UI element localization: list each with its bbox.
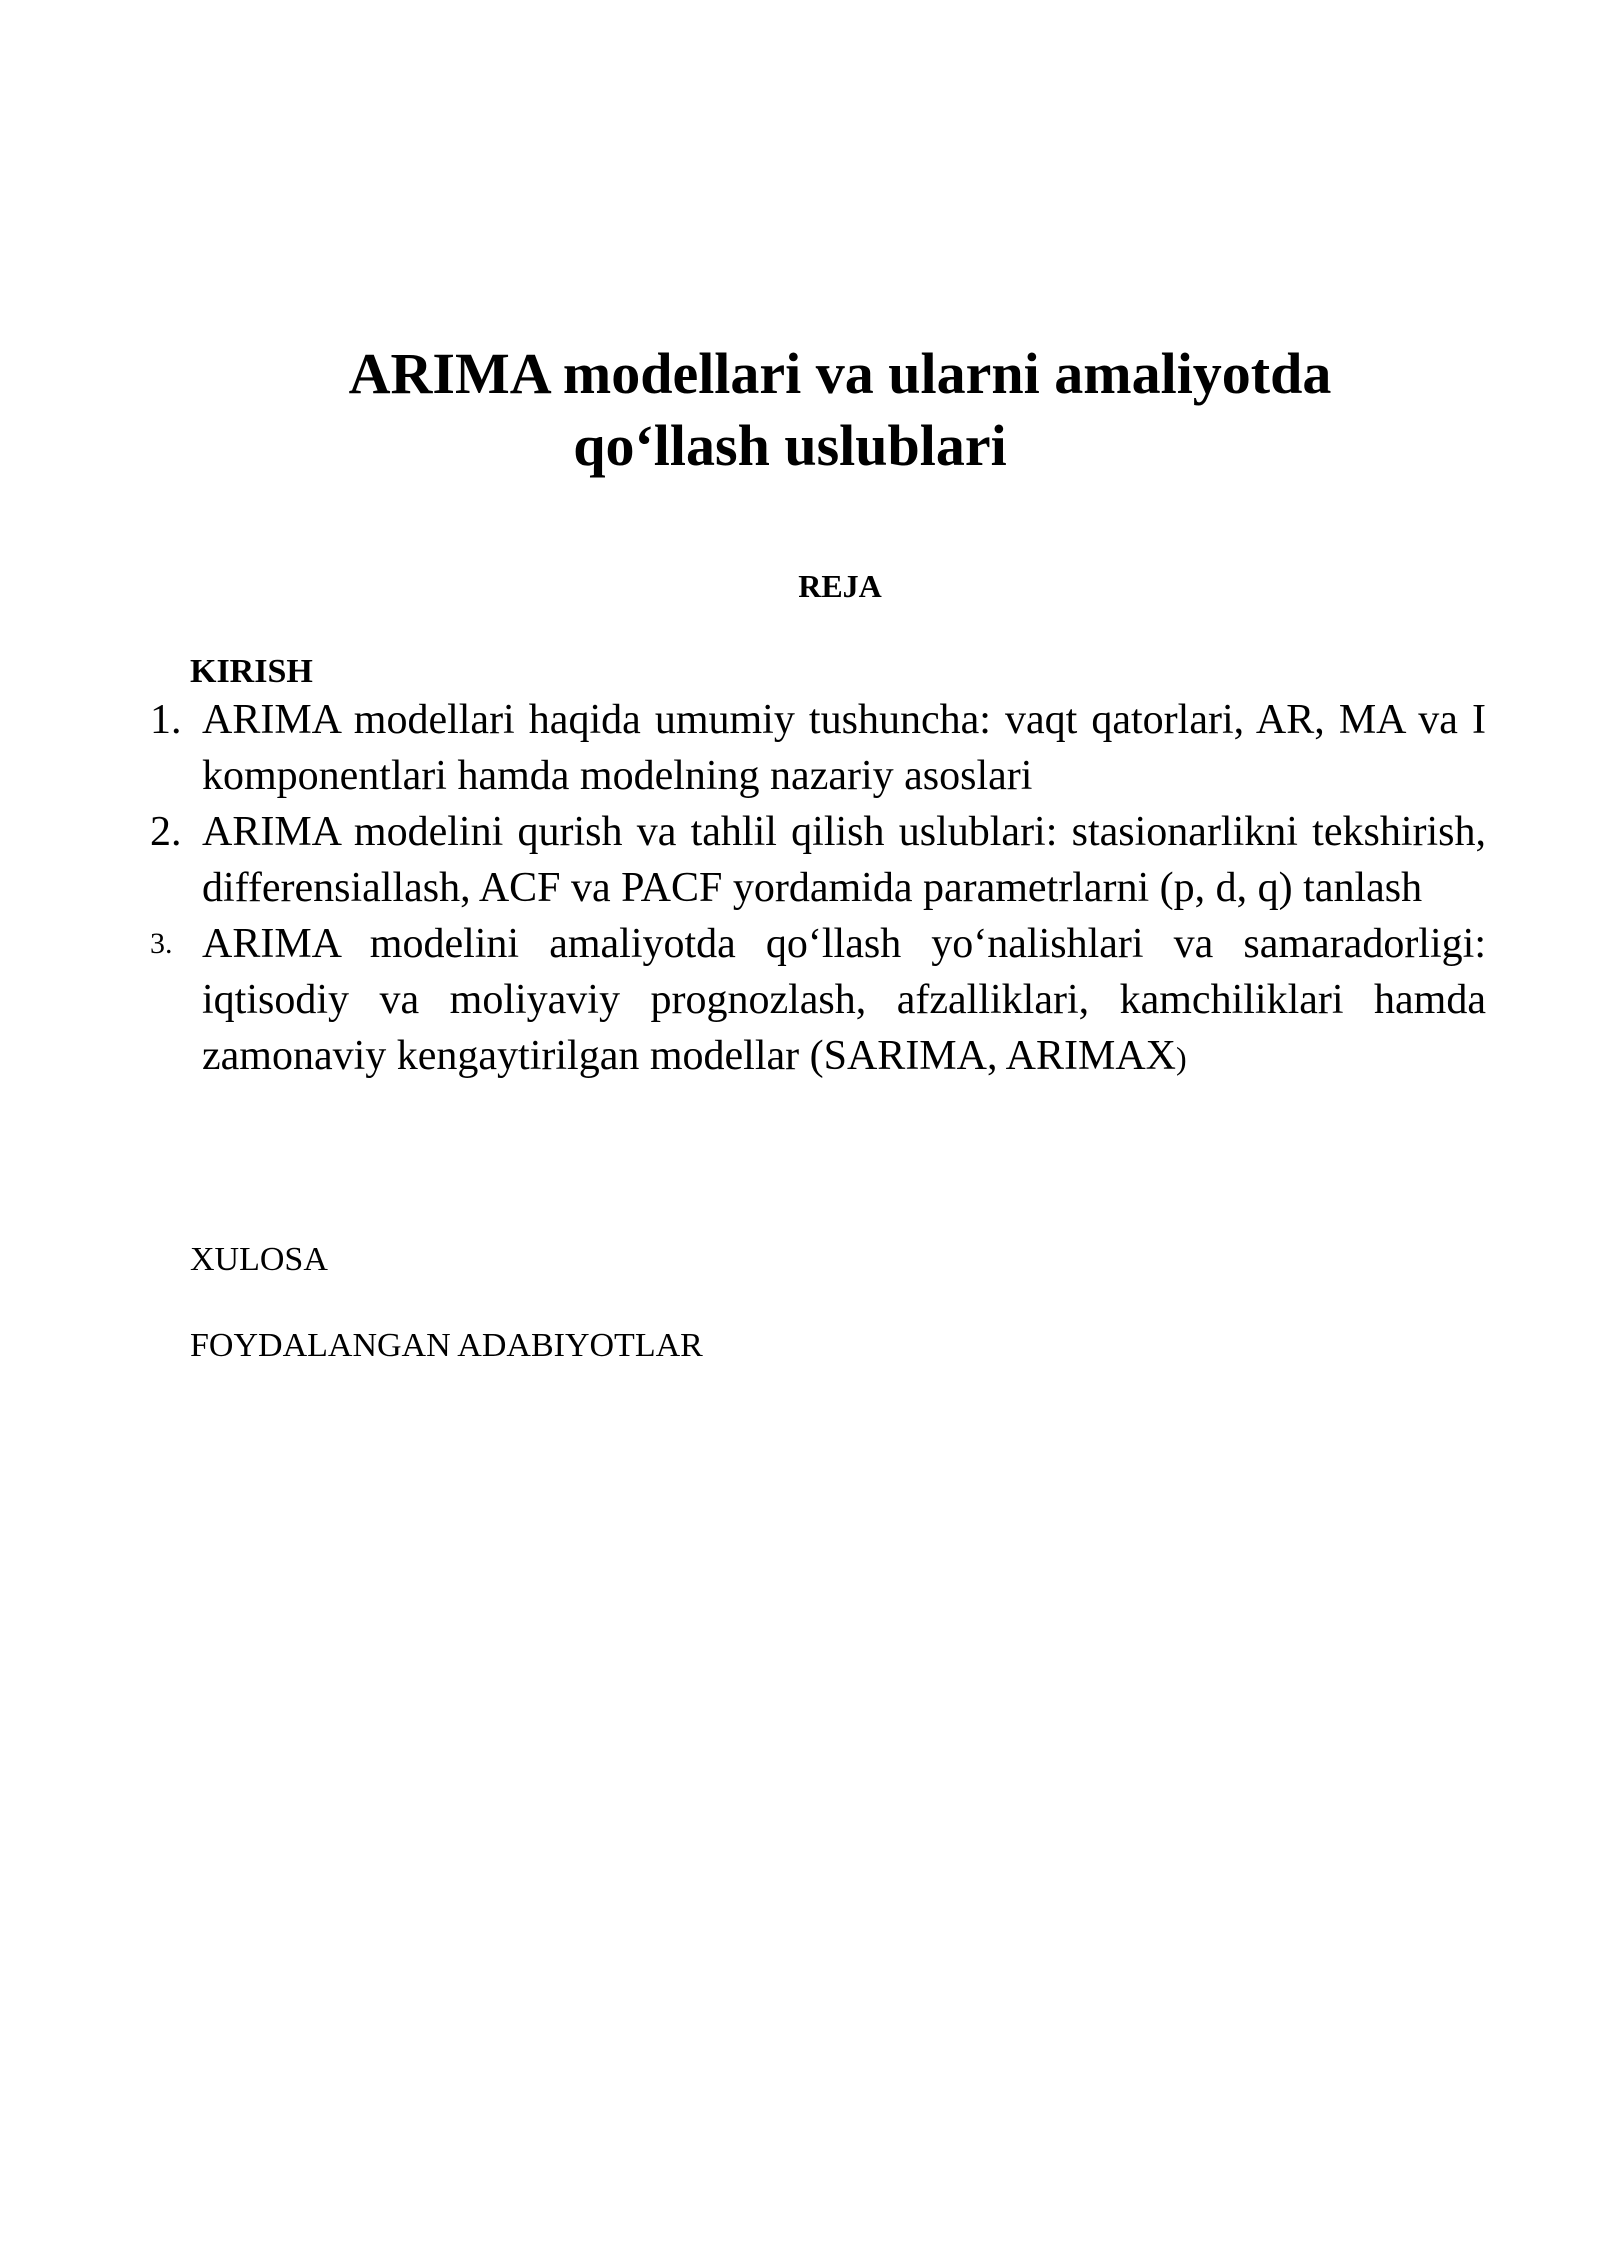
closing-parenthesis: ) [1176,1040,1187,1076]
document-title-line-1: ARIMA modellari va ularni amaliyotda [348,341,1332,406]
plan-item-number: 2. [150,809,182,855]
intro-heading: KIRISH [190,653,313,690]
plan-item-text: ARIMA modellari haqida umumiy tushuncha: vaqt qatorlari, AR, MA va I komponentlari hamda modelning nazariy asoslari [202,697,1486,799]
plan-item-2 [150,804,1486,916]
plan-item-number: 3. [150,927,173,960]
plan-item-text: ARIMA modelini qurish va tahlil qilish uslublari: stasionarlikni tekshirish, differensiallash, ACF va PACF yordamida parametrlarni (p, d, q) tanlash [202,809,1486,911]
document-title-line-2: qo‘llash uslublari [573,413,1007,478]
references-heading: FOYDALANGAN ADABIYOTLAR [190,1327,703,1364]
plan-item-1 [150,692,1486,804]
plan-item-text: ARIMA modelini amaliyotda qo‘llash yo‘nalishlari va samaradorligi: iqtisodiy va moliyaviy prognozlash, afzalliklari, kamchiliklari hamda zamonaviy kengaytirilgan modellar (SARIMA, ARIMAX [202,921,1486,1079]
plan-item-3 [150,916,1486,1086]
conclusion-heading: XULOSA [190,1241,328,1278]
plan-item-number: 1. [150,697,182,743]
plan-list [150,692,1486,1086]
plan-heading: REJA [798,568,882,604]
